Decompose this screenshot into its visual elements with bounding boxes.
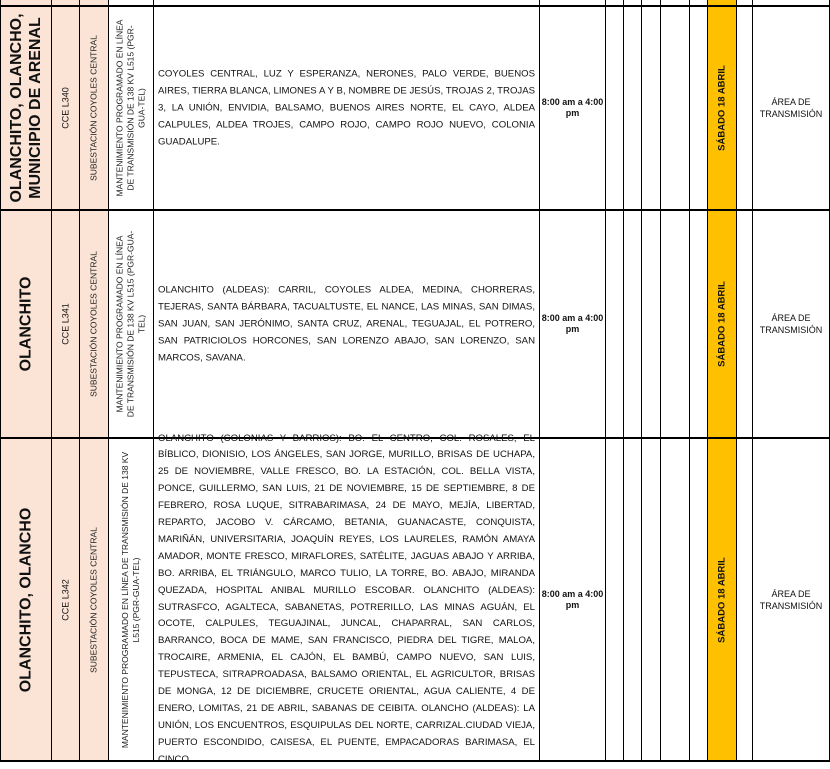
horario-text: 8:00 am a 4:00 pm: [541, 97, 604, 118]
circuito-label: CCE L340: [60, 87, 70, 129]
municipio-label: OLANCHITO, OLANCHO: [17, 507, 35, 692]
sectores-cell: [153, 432, 539, 760]
fecha-label: SÁBADO 18 ABRIL: [716, 556, 728, 643]
blank-cell: [623, 211, 641, 437]
circuito-label: CCE L341: [60, 303, 70, 345]
municipio-label: OLANCHITO, OLANCHO, MUNICIPIO DE ARENAL: [8, 13, 44, 203]
area-cell: [752, 211, 830, 437]
fecha-cell: [707, 7, 736, 209]
blank-cell: [641, 7, 660, 209]
blank-cell: [736, 211, 752, 437]
blank-cell: [660, 211, 689, 437]
fecha-label: SÁBADO 18 ABRIL: [716, 65, 728, 151]
table-row: [0, 432, 830, 760]
blank-cell: [641, 211, 660, 437]
blank-cell: [623, 7, 641, 209]
motivo-label: MANTENIMIENTO PROGRAMADO EN LÍNEA DE TRANSMISIÓN DE 138 KV L515 (PGR-GUA-TEL): [114, 230, 147, 418]
municipio-cell: [0, 7, 51, 209]
blank-cell: [736, 7, 752, 209]
fecha-cell: [707, 211, 736, 437]
subestacion-cell: [79, 211, 108, 437]
subestacion-label: SUBESTACIÓN COYOLES CENTRAL: [88, 251, 99, 397]
area-cell: [752, 7, 830, 209]
sectores-cell: [153, 211, 539, 437]
municipio-label: OLANCHITO: [17, 276, 35, 372]
blank-cell: [689, 7, 707, 209]
horario-text: 8:00 am a 4:00 pm: [541, 588, 604, 610]
municipio-cell: [0, 211, 51, 437]
sectores-cell: [153, 7, 539, 209]
table-row: [0, 211, 830, 437]
subestacion-cell: [79, 439, 108, 760]
horario-text: 8:00 am a 4:00 pm: [541, 313, 604, 334]
motivo-cell: [108, 7, 153, 209]
horario-cell: [539, 211, 605, 437]
motivo-label: MANTENIMIENTO PROGRAMADO EN LÍNEA DE TRANSMISIÓN DE 138 KV L515 (PGR-GUA-TEL): [114, 19, 147, 197]
blank-cell: [641, 439, 660, 760]
blank-cell: [736, 439, 752, 760]
sectores-text: COYOLES CENTRAL, LUZ Y ESPERANZA, NERONES, PALO VERDE, BUENOS AIRES, TIERRA BLANCA, LIMONES A Y B, NOMBRE DE JESÚS, TROJAS 2, TROJAS 3, LA UNIÓN, ENVIDIA, BALSAMO, BUENOS AIRES NORTE, EL CAYO, ALDEA CALPULES, ALDEA TROJES, CAMPO ROJO, CAMPO ROJO NUEVO, COLONIA GUADALUPE.: [158, 68, 535, 148]
circuito-cell: [51, 439, 79, 760]
subestacion-label: SUBESTACIÓN COYOLES CENTRAL: [88, 35, 99, 181]
sectores-text: OLANCHITO (ALDEAS): CARRIL, COYOLES ALDEA, MEDINA, CHORRERAS, TEJERAS, SANTA BÁRBARA, TACUALTUSTE, EL NANCE, LAS MINAS, SAN DIMAS, SAN JUAN, SAN JERÓNIMO, SANTA CRUZ, ARENAL, TEGUAJAL, EL POTRERO, SAN PATRICIOLOS HORCONES, SAN LORENZO ABAJO, SAN LORENZO, SAN MARCOS, SAVANA.: [158, 284, 535, 364]
row-divider: [0, 760, 830, 762]
fecha-cell: [707, 439, 736, 760]
blank-cell: [605, 7, 623, 209]
circuito-cell: [51, 211, 79, 437]
area-text: ÁREA DE TRANSMISIÓN: [759, 313, 823, 335]
blank-cell: [689, 211, 707, 437]
blank-cell: [689, 439, 707, 760]
municipio-cell: [0, 439, 51, 760]
area-cell: [752, 439, 830, 760]
area-text: ÁREA DE TRANSMISIÓN: [759, 588, 823, 611]
sectores-text: OLANCHITO (COLONIAS Y BARRIOS): BO. EL CENTRO, COL. ROSALES, EL BÍBLICO, DIONISIO, LOS ÁNGELES, SAN JORGE, MURILLO, BRISAS DE UCHAPA, 25 DE NOVIEMBRE, VALLE FRESCO, BO. LA ESTACIÓN, COL. BELLA VISTA, PONCE, GUILLERMO, SAN LUIS, 21 DE NOVIEMBRE, 15 DE SEPTIEMBRE, 8 DE FEBRERO, ROSA LUQUE, SITRABARIMASA, 24 DE MAYO, MEJÍA, LIBERTAD, REPARTO, JACOBO V. CÁRCAMO, BETANIA, GUANACASTE, CONQUISTA, MARIÑÁN, UNIVERSITARIA, JOAQUÍN REYES, LOS LAURELES, RAMÓN AMAYA AMADOR, MONTE FRESCO, MIRAFLORES, SATÉLITE, JAGUAS ABAJO Y ARRIBA, BO. ARRIBA, EL TRIÁNGULO, MARCO TULIO, LA TORRE, BO. ABAJO, MIRANDA QUEZADA, HOSPITAL ANIBAL MURILLO ESCOBAR. OLANCHITO (ALDEAS): SUTRASFCO, AGALTECA, SABANETAS, POTRERILLO, LAS MINAS AGUÁN, EL OCOTE, CALPULES, TEGUAJINAL, JUNCAL, CHAPARRAL, SAN CARLOS, BARRANCO, BOCA DE MAME, SAN FRANCISCO, PIEDRA DEL TIGRE, MALOA, TROCAIRE, ARMENIA, EL CAJÓN, EL BAMBÚ, CAMPO NUEVO, SAN LUIS, TEPUSTECA, SITRAPROADASA, BALSAMO ORIENTAL, EL AGRICULTOR, BRISAS DE MONGA, 12 DE DICIEMBRE, CRUCETE ORIENTAL, AGUA CALIENTE, 4 DE ENERO, LOMITAS, 21 DE ABRIL, SABANAS DE CEIBITA. OLANCHO (ALDEAS): LA UNIÓN, LOS ENCUENTROS, ESQUIPULAS DEL NORTE, CARRIZAL.CIUDAD VIEJA, PUERTO ESCONDIDO, CAISESA, EL PUENTE, EMPACADORAS BARIMASA, EL: [158, 432, 535, 748]
blank-cell: [660, 7, 689, 209]
motivo-cell: [108, 439, 153, 760]
area-text: ÁREA DE TRANSMISIÓN: [759, 97, 823, 119]
motivo-label: MANTENIMIENTO PROGRAMADO EN LÍNEA DE TRANSMISIÓN DE 138 KV L515 (PGR-GUA-TEL): [120, 451, 141, 748]
horario-cell: [539, 439, 605, 760]
fecha-label: SÁBADO 18 ABRIL: [716, 281, 728, 367]
circuito-label: CCE L342: [60, 578, 70, 621]
table-row: [0, 7, 830, 209]
subestacion-label: SUBESTACIÓN COYOLES CENTRAL: [88, 526, 99, 673]
circuito-cell: [51, 7, 79, 209]
blank-cell: [605, 211, 623, 437]
blank-cell: [623, 439, 641, 760]
motivo-cell: [108, 211, 153, 437]
subestacion-cell: [79, 7, 108, 209]
blank-cell: [660, 439, 689, 760]
horario-cell: [539, 7, 605, 209]
blank-cell: [605, 439, 623, 760]
